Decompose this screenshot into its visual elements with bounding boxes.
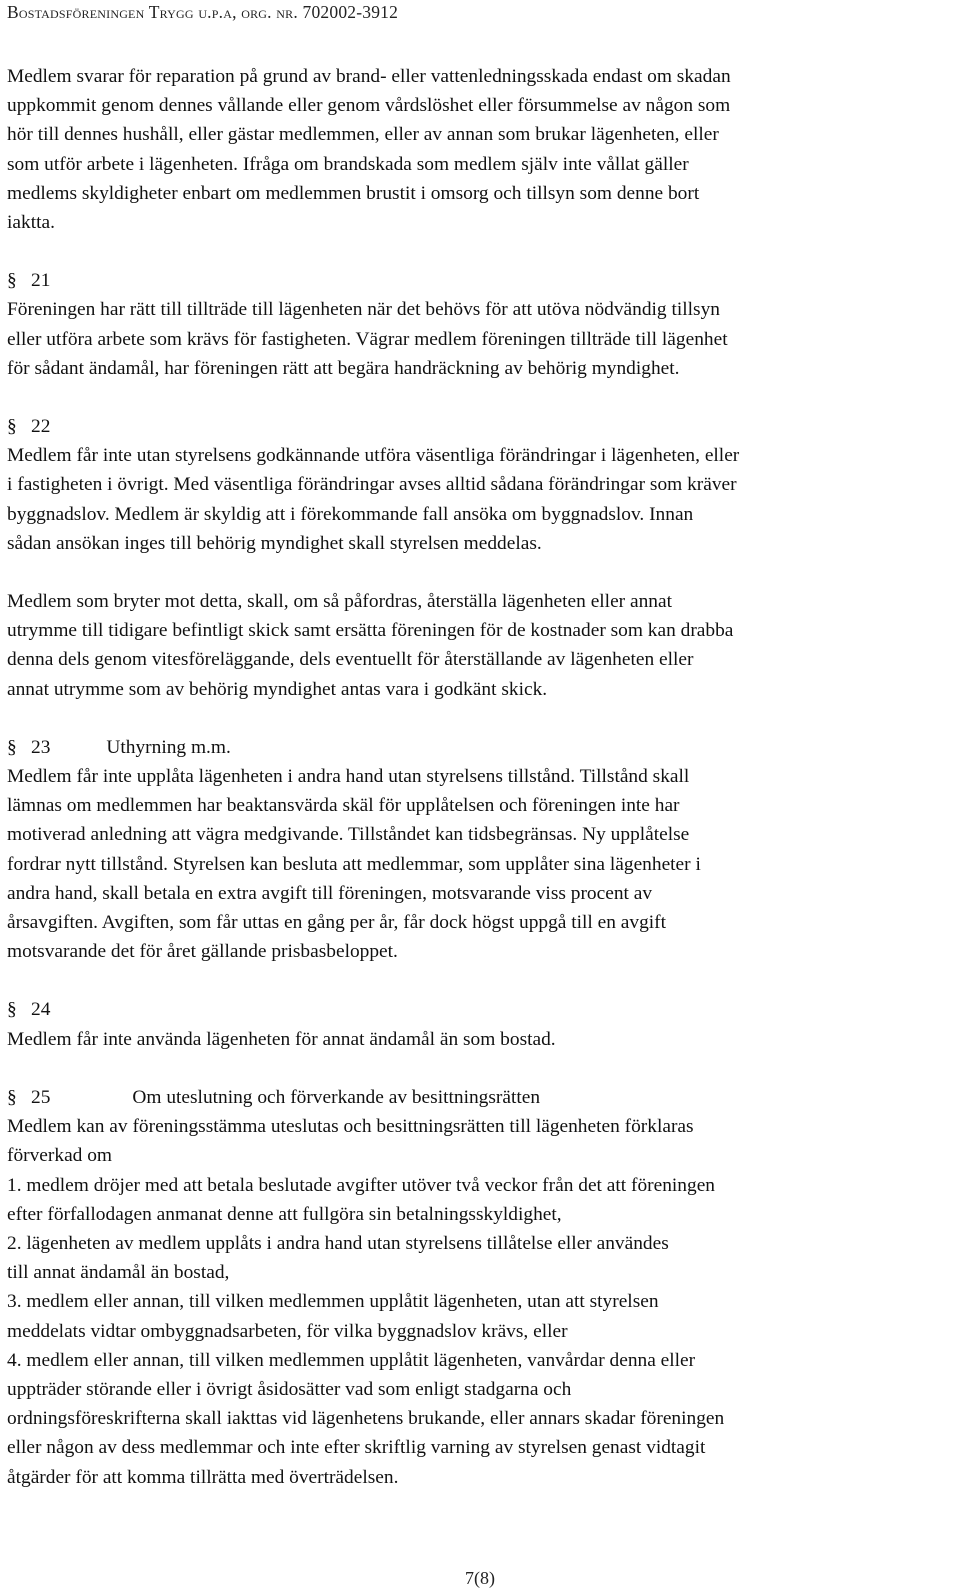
text-line: meddelats vidtar ombyggnadsarbeten, för vilka byggnadslov krävs, eller <box>7 1320 568 1342</box>
text-line: annat utrymme som av behörig myndighet antas vara i godkänt skick. <box>7 678 548 700</box>
section-number: 23 <box>31 736 51 758</box>
text-line: hör till dennes hushåll, eller gästar medlemmen, eller av annan som brukar lägenheten, eller <box>7 124 719 146</box>
text-line: åtgärder för att komma tillrätta med överträdelsen. <box>7 1466 399 1488</box>
text-line: andra hand, skall betala en extra avgift till föreningen, motsvarande viss procent av <box>7 882 653 904</box>
text-line: motiverad anledning att vägra medgivande. Tillståndet kan tidsbegränsas. Ny upplåtelse <box>7 824 690 846</box>
text-line: uppträder störande eller i övrigt åsidosätter vad som enligt stadgarna och <box>7 1378 572 1400</box>
section-24-paragraph <box>7 1025 952 1054</box>
text-line: eller någon av dess medlemmar och inte efter skriftlig varning av styrelsen genast vidtagit <box>7 1437 706 1459</box>
section-22-paragraph-2 <box>7 587 952 704</box>
text-line: medlems skyldigheter enbart om medlemmen brustit i omsorg och tillsyn som denne bort <box>7 182 700 204</box>
text-line: förverkad om <box>7 1145 112 1167</box>
section-number: 22 <box>31 416 51 438</box>
text-line: som utför arbete i lägenheten. Ifråga om brandskada som medlem själv inte vållat gäller <box>7 153 689 175</box>
text-line: årsavgiften. Avgiften, som får uttas en gång per år, får dock högst uppgå till en avgift <box>7 912 667 934</box>
section-title: Uthyrning m.m. <box>106 736 231 758</box>
text-line: Medlem svarar för reparation på grund av brand- eller vattenledningsskada endast om skadan <box>7 66 731 87</box>
section-22-paragraph <box>7 441 952 558</box>
list-item: 3. medlem eller annan, till vilken medlemmen upplåtit lägenheten, utan att styrelsen <box>7 1291 659 1313</box>
section-24-heading <box>7 995 952 1024</box>
section-25-paragraph <box>7 1112 952 1492</box>
text-line: för sådant ändamål, har föreningen rätt att begära handräckning av behörig myndighet. <box>7 357 680 379</box>
section-number: 24 <box>31 999 51 1021</box>
list-item: 4. medlem eller annan, till vilken medlemmen upplåtit lägenheten, vanvårdar denna eller <box>7 1349 696 1371</box>
document-header: Bostadsföreningen Trygg u.p.a, org. nr. 702002-3912 <box>7 2 399 22</box>
document-body <box>7 62 952 1492</box>
text-line: ordningsföreskrifterna skall iakttas vid lägenhetens brukande, eller annars skadar föreningen <box>7 1408 725 1430</box>
text-line: iaktta. <box>7 212 55 234</box>
text-line: lämnas om medlemmen har beaktansvärda skäl för upplåtelsen och föreningen inte har <box>7 795 680 817</box>
section-sign: § <box>7 416 17 438</box>
text-line: fordrar nytt tillstånd. Styrelsen kan besluta att medlemmar, som upplåter sina lägenheter i <box>7 853 701 875</box>
text-line: Medlem får inte upplåta lägenheten i andra hand utan styrelsens tillstånd. Tillstånd skall <box>7 766 690 788</box>
section-sign: § <box>7 1086 17 1108</box>
text-line: Medlem får inte utan styrelsens godkännande utföra väsentliga förändringar i lägenheten, eller <box>7 445 740 467</box>
text-line: Medlem kan av föreningsstämma uteslutas och besittningsrätten till lägenheten förklaras <box>7 1116 694 1138</box>
text-line: efter förfallodagen anmanat denne att fullgöra sin betalningsskyldighet, <box>7 1203 562 1225</box>
text-line: eller utföra arbete som krävs för fastigheten. Vägrar medlem föreningen tillträde till lägenhet <box>7 328 728 350</box>
section-sign: § <box>7 736 17 758</box>
section-title: Om uteslutning och förverkande av besittningsrätten <box>132 1086 541 1108</box>
text-line: Medlem får inte använda lägenheten för annat ändamål än som bostad. <box>7 1028 556 1050</box>
text-line: motsvarande det för året gällande prisbasbeloppet. <box>7 941 398 963</box>
section-23-heading <box>7 733 952 762</box>
text-line: uppkommit genom dennes vållande eller genom vårdslöshet eller försummelse av någon som <box>7 95 731 117</box>
intro-paragraph <box>7 62 952 237</box>
text-line: Föreningen har rätt till tillträde till lägenheten när det behövs för att utöva nödvändig tillsyn <box>7 299 720 321</box>
text-line: denna dels genom vitesföreläggande, dels eventuellt för återställande av lägenheten eller <box>7 649 694 671</box>
text-line: byggnadslov. Medlem är skyldig att i förekommande fall ansöka om byggnadslov. Innan <box>7 503 694 525</box>
text-line: i fastigheten i övrigt. Med väsentliga förändringar avses alltid sådana förändringar som kräver <box>7 474 737 496</box>
section-23-paragraph <box>7 762 952 966</box>
section-25-heading <box>7 1083 952 1112</box>
page-number: 7(8) <box>465 1568 495 1588</box>
section-22-heading <box>7 412 952 441</box>
section-number: 21 <box>31 270 51 292</box>
section-21-heading <box>7 266 952 295</box>
section-sign: § <box>7 270 17 292</box>
text-line: sådan ansökan inges till behörig myndighet skall styrelsen meddelas. <box>7 532 542 554</box>
text-line: utrymme till tidigare befintligt skick samt ersätta föreningen för de kostnader som kan drabba <box>7 620 734 642</box>
section-number: 25 <box>31 1086 51 1108</box>
section-sign: § <box>7 999 17 1021</box>
list-item: 2. lägenheten av medlem upplåts i andra hand utan styrelsens tillåtelse eller användes <box>7 1232 669 1254</box>
text-line: till annat ändamål än bostad, <box>7 1262 230 1284</box>
list-item: 1. medlem dröjer med att betala beslutade avgifter utöver två veckor från det att föreningen <box>7 1174 716 1196</box>
section-21-paragraph <box>7 295 952 383</box>
text-line: Medlem som bryter mot detta, skall, om så påfordras, återställa lägenheten eller annat <box>7 591 672 613</box>
